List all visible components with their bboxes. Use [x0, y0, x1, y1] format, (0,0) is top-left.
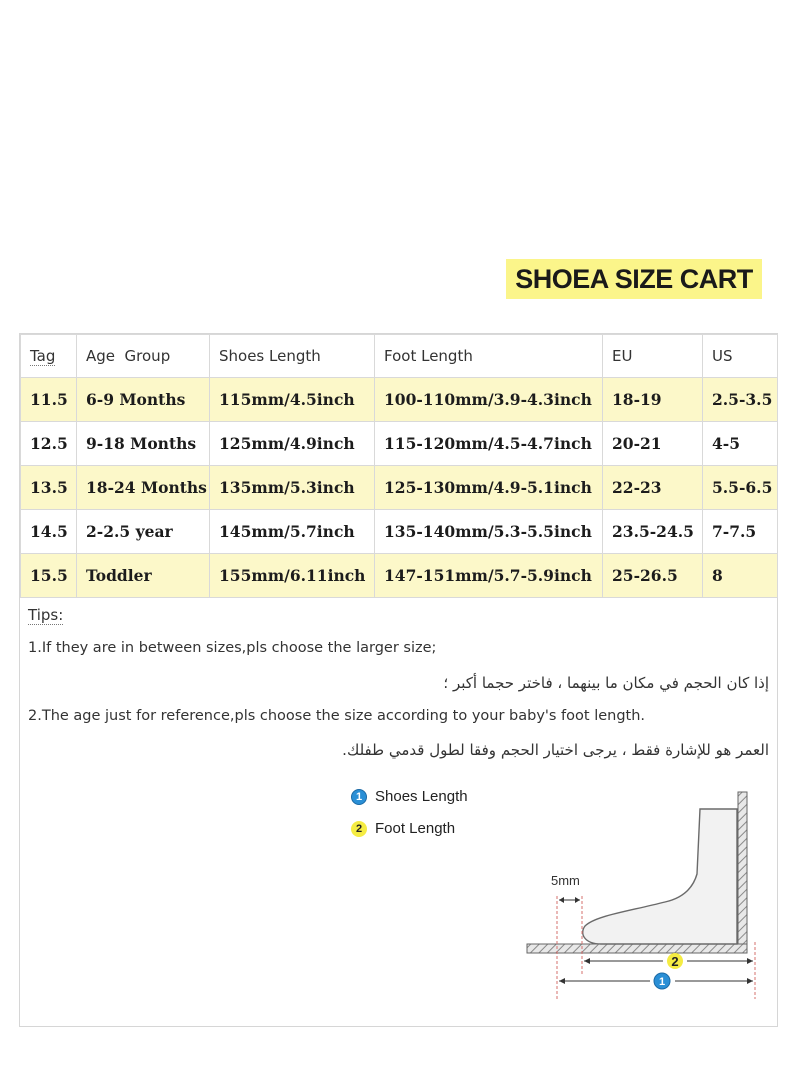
cell-eu: 22-23 [603, 466, 703, 510]
tip-2-arabic: العمر هو للإشارة فقط ، يرجى اختيار الحجم وفقا لطول قدمي طفلك. [342, 741, 769, 759]
header-us: US [703, 335, 778, 378]
cell-foot-length: 147-151mm/5.7-5.9inch [375, 554, 603, 598]
foot-icon [583, 809, 737, 944]
gap-arrow-head-right [575, 897, 580, 903]
cell-eu: 25-26.5 [603, 554, 703, 598]
tips-title: Tips: [28, 606, 64, 624]
tip-1: 1.If they are in between sizes,pls choose the larger size; [28, 640, 437, 656]
blue-number-icon: 1 [351, 789, 367, 805]
floor-shape [527, 944, 747, 953]
cell-shoes-length: 145mm/5.7inch [210, 510, 375, 554]
cell-tag: 13.5 [21, 466, 77, 510]
header-tag: Tag [21, 335, 77, 378]
cell-shoes-length: 135mm/5.3inch [210, 466, 375, 510]
size-chart-panel [19, 333, 778, 1027]
cell-tag: 14.5 [21, 510, 77, 554]
cell-us: 8 [703, 554, 778, 598]
legend-label: Foot Length [375, 820, 456, 837]
table-row [21, 466, 778, 510]
shoe-arrow-head [559, 978, 565, 984]
shoe-arrow-head [747, 978, 753, 984]
tip-1-arabic: إذا كان الحجم في مكان ما بينهما ، فاختر حجما أكبر ؛ [443, 674, 769, 692]
cell-foot-length: 135-140mm/5.3-5.5inch [375, 510, 603, 554]
header-age-group: Age Group [77, 335, 210, 378]
cell-age-group: Toddler [77, 554, 210, 598]
cell-eu: 18-19 [603, 378, 703, 422]
header-shoes-length: Shoes Length [210, 335, 375, 378]
yellow-number-icon: 2 [351, 821, 367, 837]
cell-us: 5.5-6.5 [703, 466, 778, 510]
size-table [20, 334, 778, 598]
cell-tag: 12.5 [21, 422, 77, 466]
table-row [21, 378, 778, 422]
table-row [21, 510, 778, 554]
cell-age-group: 18-24 Months [77, 466, 210, 510]
foot-measurement-diagram [505, 774, 770, 1004]
legend-label: Shoes Length [375, 788, 468, 805]
cell-eu: 20-21 [603, 422, 703, 466]
foot-marker-label: 2 [671, 954, 679, 969]
cell-us: 4-5 [703, 422, 778, 466]
title-banner [506, 259, 762, 299]
gap-label: 5mm [551, 873, 580, 888]
tip-2: 2.The age just for reference,pls choose the size according to your baby's foot length. [28, 708, 646, 724]
table-header-row [21, 335, 778, 378]
foot-arrow-head [747, 958, 753, 964]
cell-age-group: 9-18 Months [77, 422, 210, 466]
page-title: SHOEA SIZE CART [515, 263, 753, 294]
cell-shoes-length: 115mm/4.5inch [210, 378, 375, 422]
table-row [21, 422, 778, 466]
legend-foot-length [351, 820, 455, 837]
cell-eu: 23.5-24.5 [603, 510, 703, 554]
legend-shoes-length [351, 788, 468, 805]
cell-foot-length: 100-110mm/3.9-4.3inch [375, 378, 603, 422]
cell-tag: 15.5 [21, 554, 77, 598]
gap-arrow-head-left [559, 897, 564, 903]
foot-arrow-head [584, 958, 590, 964]
header-foot-length: Foot Length [375, 335, 603, 378]
cell-foot-length: 115-120mm/4.5-4.7inch [375, 422, 603, 466]
shoe-marker-label: 1 [658, 976, 666, 988]
cell-age-group: 6-9 Months [77, 378, 210, 422]
cell-us: 7-7.5 [703, 510, 778, 554]
cell-foot-length: 125-130mm/4.9-5.1inch [375, 466, 603, 510]
header-eu: EU [603, 335, 703, 378]
cell-tag: 11.5 [21, 378, 77, 422]
cell-us: 2.5-3.5 [703, 378, 778, 422]
cell-shoes-length: 125mm/4.9inch [210, 422, 375, 466]
cell-age-group: 2-2.5 year [77, 510, 210, 554]
wall-shape [738, 792, 747, 952]
cell-shoes-length: 155mm/6.11inch [210, 554, 375, 598]
table-row [21, 554, 778, 598]
